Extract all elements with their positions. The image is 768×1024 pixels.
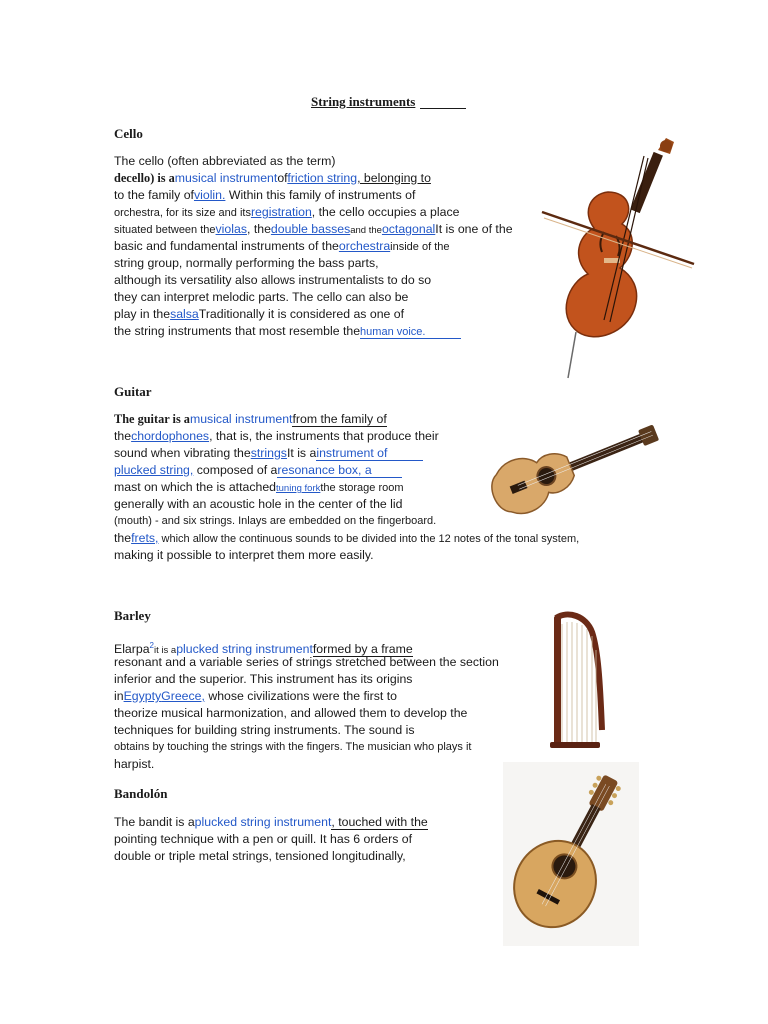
cello-line-6 [114, 238, 450, 256]
text: It is a [286, 446, 317, 460]
link-human-voice[interactable]: human voice. [360, 326, 461, 339]
link-violin[interactable]: violin. [193, 188, 226, 202]
link-egypt[interactable]: Egypty [123, 689, 162, 703]
barley-line-4 [114, 688, 397, 705]
text: orchestra, for its size and its [114, 207, 251, 219]
section-heading-bandolon: Bandolón [114, 786, 168, 801]
harp-image [544, 610, 608, 752]
link-musical-instrument[interactable]: musical instrument [189, 412, 293, 426]
text: Elarpa [114, 642, 150, 657]
text: It is one of the [435, 222, 513, 236]
cello-line-7: string group, normally performing the bass parts, [114, 256, 379, 270]
cello-line-10 [114, 306, 404, 323]
link-greece[interactable]: Greece, [161, 689, 205, 703]
section-heading-barley: Barley [114, 608, 151, 623]
link-orchestra[interactable]: orchestra [338, 239, 391, 253]
text: , that is, the instruments that produce their [209, 429, 439, 443]
text: basic and fundamental instruments of the [114, 239, 339, 253]
text: the [114, 429, 132, 443]
link-strings[interactable]: strings [250, 446, 287, 460]
text: to the family of [114, 188, 194, 202]
link-double-basses[interactable]: double basses [270, 222, 351, 236]
cello-line-11 [114, 323, 461, 341]
bandolon-line-1 [114, 814, 428, 831]
mandolin-image [503, 762, 639, 946]
text: of [277, 171, 288, 185]
cello-line-1: The cello (often abbreviated as the term) [114, 154, 336, 168]
section-heading-guitar: Guitar [114, 384, 152, 399]
link-plucked-string-instrument[interactable]: plucked string instrument [176, 642, 313, 657]
guitar-image [480, 410, 664, 530]
guitar-line-5 [114, 479, 404, 497]
link-plucked-string[interactable]: plucked string, [114, 463, 194, 477]
text: inside of the [390, 241, 450, 253]
text: , the cello occupies a place [311, 205, 460, 219]
text: Within this family of instruments of [225, 188, 416, 202]
link-registration[interactable]: registration [250, 205, 312, 219]
guitar-line-9: making it possible to interpret them more easily. [114, 548, 374, 562]
guitar-line-1 [114, 411, 387, 428]
text: decello) is a [114, 171, 175, 185]
text: the string instruments that most resemble the [114, 324, 361, 338]
guitar-line-6: generally with an acoustic hole in the center of the lid [114, 497, 403, 511]
cello-image [538, 132, 698, 380]
guitar-line-2 [114, 428, 439, 445]
link-friction-string[interactable]: friction string [287, 171, 358, 185]
cello-line-2 [114, 170, 431, 187]
footnote-marker[interactable]: 2 [149, 641, 154, 650]
text: composed of a [193, 463, 278, 477]
cello-line-8: although its versatility also allows instrumentalists to do so [114, 273, 432, 287]
link-octagonal[interactable]: octagonal [381, 222, 436, 236]
section-heading-cello: Cello [114, 126, 143, 141]
bandolon-line-2: pointing technique with a pen or quill. It has 6 orders of [114, 832, 413, 846]
text: the storage room [320, 482, 404, 494]
link-chordophones[interactable]: chordophones [131, 429, 210, 443]
link-resonance-box[interactable]: resonance box, a [277, 463, 401, 478]
link-musical-instrument[interactable]: musical instrument [174, 171, 278, 185]
text: , touched with the [331, 815, 428, 829]
text: from the family of [292, 412, 387, 426]
barley-line-7: obtains by touching the strings with the fingers. The musician who plays it [114, 741, 472, 753]
link-plucked-string-instrument[interactable]: plucked string instrument [194, 815, 332, 829]
text: it is a [154, 645, 177, 657]
barley-line-5: theorize musical harmonization, and allowed them to develop the [114, 706, 468, 720]
barley-line-6: techniques for building string instruments. The sound is [114, 723, 415, 737]
text: the [114, 531, 132, 545]
guitar-line-3 [114, 445, 423, 462]
cello-line-5 [114, 221, 513, 239]
text: The bandit is a [114, 815, 195, 829]
text: play in the [114, 307, 171, 321]
text: situated between the [114, 224, 216, 236]
text: which allow the continuous sounds to be divided into the 12 notes of the tonal system, [158, 533, 580, 545]
cello-line-4 [114, 204, 459, 222]
guitar-line-8 [114, 530, 579, 548]
text: , the [246, 222, 271, 236]
link-frets[interactable]: frets, [131, 531, 159, 545]
barley-line-2: resonant and a variable series of strings stretched between the section [114, 655, 499, 669]
text: and the [350, 225, 382, 236]
text: Traditionally it is considered as one of [198, 307, 405, 321]
barley-line-8: harpist. [114, 757, 155, 771]
guitar-line-7: (mouth) - and six strings. Inlays are embedded on the fingerboard. [114, 515, 437, 527]
text: The guitar is a [114, 412, 190, 426]
bandolon-line-3: double or triple metal strings, tensioned longitudinally, [114, 849, 406, 863]
text: , belonging to [357, 171, 431, 185]
page-title: String instruments [311, 94, 416, 109]
link-salsa[interactable]: salsa [170, 307, 199, 321]
text: formed by a frame [312, 642, 413, 657]
cello-line-9: they can interpret melodic parts. The cello can also be [114, 290, 409, 304]
text: mast on which the is attached [114, 480, 276, 494]
cello-line-3 [114, 187, 415, 204]
title-underline [420, 108, 466, 109]
link-violas[interactable]: violas [215, 222, 247, 236]
guitar-line-4 [114, 462, 402, 479]
link-instrument-of[interactable]: instrument of [316, 446, 423, 461]
text: whose civilizations were the first to [204, 689, 397, 703]
text: in [114, 689, 124, 703]
text: sound when vibrating the [114, 446, 251, 460]
link-tuning-fork[interactable]: tuning fork [276, 483, 321, 494]
barley-line-3: inferior and the superior. This instrument has its origins [114, 672, 413, 686]
